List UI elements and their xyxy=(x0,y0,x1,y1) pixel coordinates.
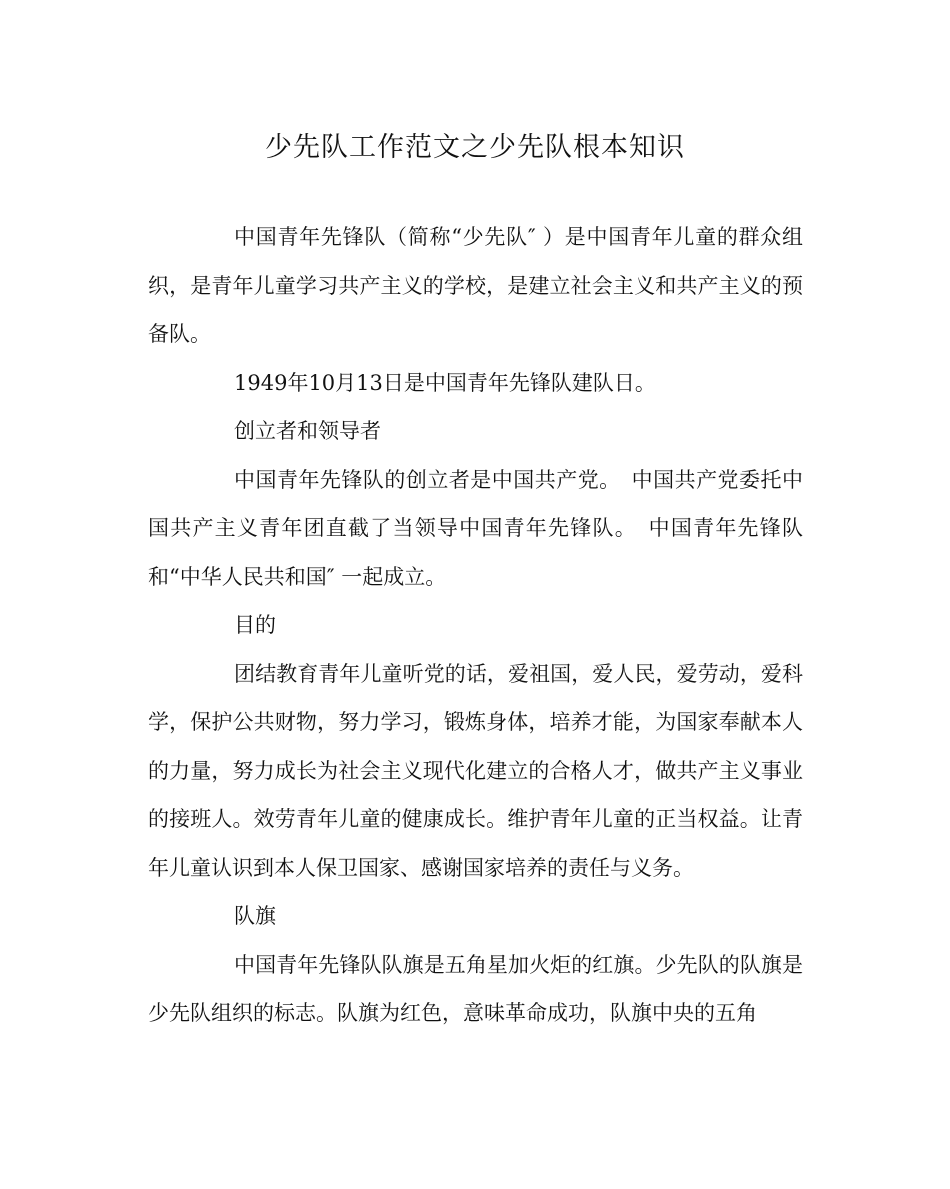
paragraph-founders: 中国青年先锋队的创立者是中国共产党。 中国共产党委托中国共产主义青年团直截了当领导中国青年先锋队。 中国青年先锋队和“中华人民共和国″ 一起成立。 xyxy=(148,467,803,589)
paragraph-flag: 中国青年先锋队队旗是五角星加火炬的红旗。少先队的队旗是少先队组织的标志。队旗为红色，意味革命成功，队旗中央的五角 xyxy=(148,952,803,1025)
document-title: 少先队工作范文之少先队根本知识 xyxy=(265,132,685,163)
section-heading-founders: 创立者和领导者 xyxy=(234,419,381,443)
section-heading-purpose: 目的 xyxy=(234,613,276,637)
paragraph-intro: 中国青年先锋队（简称“少先队″ ）是中国青年儿童的群众组织，是青年儿童学习共产主义的学校，是建立社会主义和共产主义的预备队。 xyxy=(148,225,803,346)
paragraph-purpose: 团结教育青年儿童听党的话，爱祖国，爱人民，爱劳动，爱科学，保护公共财物，努力学习，锻炼身体，培养才能，为国家奉献本人的力量，努力成长为社会主义现代化建立的合格人才，做共产主义事业的接班人。效劳青年儿童的健康成长。维护青年儿童的正当权益。让青年儿童认识到本人保卫国家、感谢国家培养的责任与义务。 xyxy=(148,661,803,880)
paragraph-founding-date: 1949年10月13日是中国青年先锋队建队日。 xyxy=(234,370,656,395)
section-heading-flag: 队旗 xyxy=(234,904,276,928)
document-body xyxy=(148,213,803,1038)
